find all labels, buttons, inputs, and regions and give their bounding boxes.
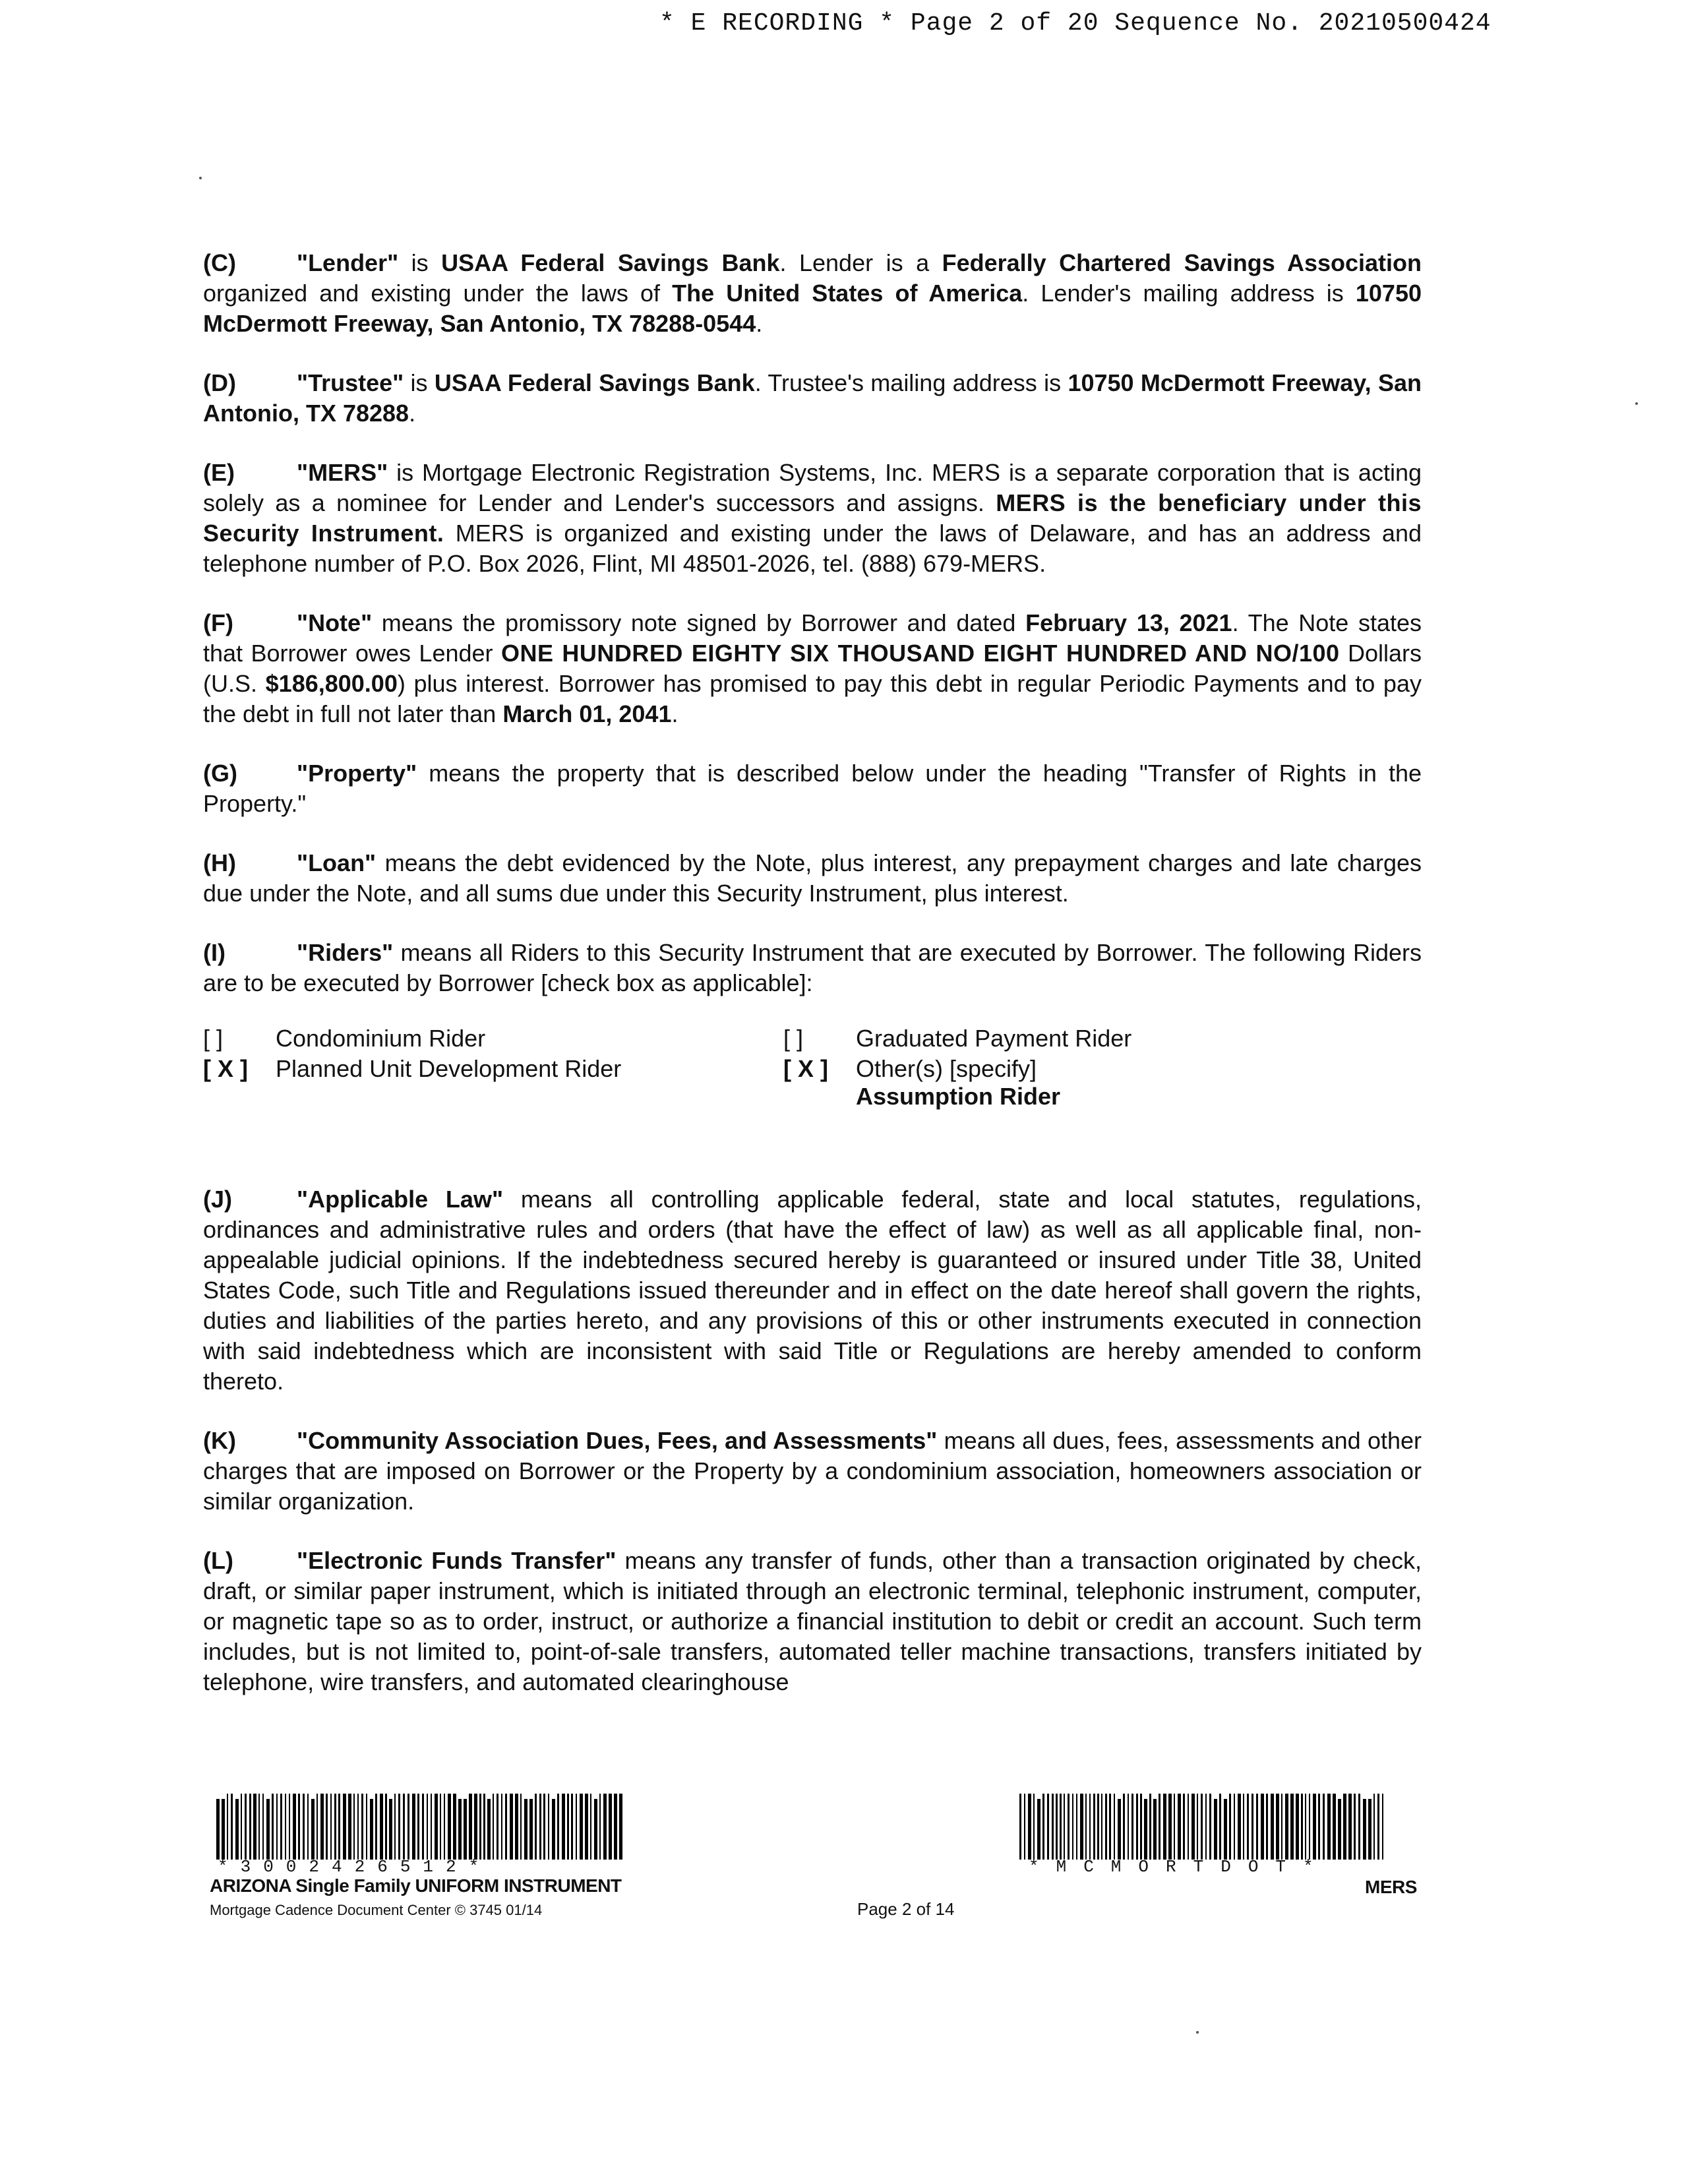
barcode-bar [1343,1794,1346,1860]
definition-loan: (H) "Loan" means the debt evidenced by the Note, plus interest, any prepayment charges and late charges due under the Note, and all sums due under this Security Instrument, plus interest. [203,849,1422,907]
barcode-bar [1068,1794,1070,1860]
barcode-bar [524,1799,528,1860]
barcode-bar [1363,1799,1366,1860]
barcode-bar [1318,1794,1320,1860]
barcode-bar [375,1794,377,1860]
barcode-bar [1019,1794,1021,1860]
barcode-bar [1281,1794,1282,1860]
barcode-bar [594,1799,597,1860]
barcode-bar [227,1794,228,1860]
barcode-bar [258,1794,260,1860]
barcode-bar [1052,1794,1054,1860]
barcode-bar [1214,1799,1217,1860]
barcode-bar [1358,1794,1360,1860]
barcode-bar [1131,1794,1133,1860]
barcode-bar [1276,1794,1279,1860]
barcode-bar [389,1799,392,1860]
footer-instrument: ARIZONA Single Family UNIFORM INSTRUMENT [210,1875,622,1896]
barcode-bar [1056,1794,1058,1860]
barcode-bar [1153,1799,1157,1860]
barcode-bar [552,1799,555,1860]
barcode-bar [505,1794,507,1860]
definition-lender: (C) "Lender" is USAA Federal Savings Bank. Lender is a Federally Chartered Savings Association organized and existing under the laws of The United States of America. Lender's mailing address is 10750 McDermott Freeway, San Antonio, TX 78288-0544. [203,249,1422,337]
barcode-bar [1109,1794,1111,1860]
barcode-bar [338,1794,340,1860]
riders-checklist [203,1025,1422,1124]
barcode-bar [285,1794,286,1860]
barcode-bar [1333,1794,1336,1860]
barcode-bar [307,1794,309,1860]
barcode-bar [1224,1799,1227,1860]
barcode-bar [539,1794,541,1860]
barcode-bar [1024,1794,1025,1860]
definition-riders: (I) "Riders" means all Riders to this Security Instrument that are executed by Borrower. The following Riders are to be executed by Borrower [check box as applicable]: [203,939,1422,996]
barcode-bar [370,1799,373,1860]
barcode-bar [493,1794,494,1860]
barcode-bar [280,1794,282,1860]
definition-note: (F) "Note" means the promissory note signed by Borrower and dated February 13, 2021. The Note states that Borrower owes Lender ONE HUNDRED EIGHTY SIX THOUSAND EIGHT HUNDRED AND NO/100 Dollars (U.S. $186,800.00) plus interest. Borrower has promised to pay this debt in regular Periodic Payments and to pay the debt in full not later than March 01, 2041. [203,609,1422,727]
barcode-left-digits: *3002426512* [218,1857,492,1877]
barcode-bar [1205,1794,1207,1860]
barcode-bar [1159,1794,1160,1860]
barcode-bar [334,1794,336,1860]
barcode-bar [487,1799,491,1860]
barcode-bar [1123,1794,1125,1860]
scan-speck [1196,2031,1199,2034]
barcode-bar [535,1794,537,1860]
rider-condominium: [ ] Condominium Rider [203,1025,486,1052]
barcode-bar [458,1799,462,1860]
barcode-bar [298,1794,300,1860]
barcode-bar [1047,1794,1049,1860]
barcode-bar [529,1799,533,1860]
barcode-bar [417,1794,419,1860]
barcode-bar [403,1794,405,1860]
barcode-bar [293,1794,296,1860]
barcode-bar [1354,1794,1356,1860]
barcode-bar [1028,1794,1031,1860]
barcode-bar [320,1794,324,1860]
barcode-bar [576,1794,577,1860]
scan-speck [199,177,202,179]
barcode-bar [380,1794,383,1860]
barcode-bar [311,1799,315,1860]
barcode-bar [1247,1794,1249,1860]
barcode-bar [412,1794,415,1860]
barcode-bar [1140,1794,1142,1860]
barcode-bar [448,1794,451,1860]
barcode-bar [366,1794,367,1860]
barcode-bar [272,1794,274,1860]
barcode-bar [474,1794,477,1860]
barcode-bar [1305,1794,1306,1860]
barcode-bar [603,1794,607,1860]
definition-trustee: (D) "Trustee" is USAA Federal Savings Bank. Trustee's mailing address is 10750 McDermott Freeway, San Antonio, TX 78288. [203,369,1422,427]
recording-header: * E RECORDING * Page 2 of 20 Sequence No. 20210500424 [659,9,1492,38]
barcode-bar [614,1794,617,1860]
barcode-bar [1234,1794,1235,1860]
barcode-bar [398,1794,400,1860]
barcode-bar [1323,1794,1325,1860]
barcode-bar [1209,1794,1211,1860]
barcode-bar [1348,1794,1352,1860]
barcode-bar [571,1794,573,1860]
checkbox-checked: [ X ] [783,1055,828,1082]
barcode-right [1019,1794,1408,1860]
barcode-bar [1033,1794,1035,1860]
rider-graduated-payment: [ ] Graduated Payment Rider [783,1025,1132,1052]
barcode-bar [245,1794,247,1860]
barcode-bar [1243,1794,1244,1860]
barcode-bar [1229,1794,1231,1860]
barcode-left-bars [216,1794,645,1860]
barcode-bar [1368,1799,1372,1860]
barcode-bar [1037,1799,1040,1860]
barcode-bar [1256,1794,1258,1860]
scan-speck [1635,402,1638,405]
barcode-bar [394,1794,396,1860]
barcode-bar [1373,1794,1375,1860]
barcode-bar [266,1799,270,1860]
barcode-bar [1060,1794,1062,1860]
barcode-bar [609,1794,612,1860]
barcode-bar [1338,1799,1341,1860]
barcode-bar [1266,1794,1268,1860]
barcode-bar [501,1794,502,1860]
barcode-bar [580,1794,583,1860]
barcode-bar [1174,1794,1175,1860]
barcode-bar [357,1794,359,1860]
barcode-bar [1144,1799,1147,1860]
barcode-bar [1290,1794,1294,1860]
barcode-bar [599,1794,601,1860]
definition-applicable-law: (J) "Applicable Law" means all controlling applicable federal, state and local statutes, regulations, ordinances and administrative rules and orders (that have the effect of law) as well as all applicable final, non-appealable judicial opinions. If the indebtedness secured hereby is guaranteed or insured under Title 38, United States Code, such Title and Regulations issued thereunder and in effect on the date hereof shall govern the rights, duties and liabilities of the parties hereto, and any provisions of this or other instruments executed in connection with said indebtedness which are inconsistent with said Title or Regulations are hereby amended to conform thereto. [203,1186,1422,1395]
barcode-bar [216,1799,220,1860]
barcode-bar [1163,1794,1166,1860]
barcode-bar [590,1794,591,1860]
barcode-bar [1382,1794,1383,1860]
barcode-bar [543,1794,545,1860]
barcode-bar [1101,1794,1102,1860]
barcode-bar [515,1794,518,1860]
barcode-bar [407,1794,409,1860]
barcode-bar [1251,1794,1253,1860]
barcode-bar [1301,1794,1303,1860]
document-body [203,248,1422,1726]
barcode-bar [435,1794,438,1860]
barcode-bar [316,1794,318,1860]
barcode-bar [469,1794,472,1860]
barcode-bar [385,1794,387,1860]
barcode-bar [348,1794,351,1860]
barcode-bar [1313,1794,1316,1860]
barcode-bar [222,1799,225,1860]
footer-mers: MERS [1365,1877,1417,1897]
barcode-bar [1178,1794,1181,1860]
barcode-bar [1183,1794,1185,1860]
checkbox-unchecked: [ ] [203,1025,224,1052]
footer-doc-center: Mortgage Cadence Document Center © 3745 01/14 [210,1902,543,1918]
barcode-bar [520,1794,522,1860]
barcode-bar [479,1794,481,1860]
barcode-bar [249,1794,251,1860]
barcode-bar [1149,1794,1151,1860]
barcode-left [216,1794,645,1860]
barcode-bar [1093,1794,1095,1860]
barcode-bar [1327,1794,1331,1860]
barcode-bar [330,1794,332,1860]
rider-other-specify: Assumption Rider [856,1083,1061,1110]
barcode-bar [422,1794,424,1860]
checkbox-unchecked: [ ] [783,1025,804,1052]
definition-electronic-funds-transfer: (L) "Electronic Funds Transfer" means any transfer of funds, other than a transaction originated by check, draft, or similar paper instrument, which is initiated through an electronic terminal, telephonic instrument, computer, or magnetic tape so as to order, instruct, or authorize a financial institution to debit or credit an account. Such term includes, but is not limited to, point-of-sale transfers, automated teller machine transactions, transfers initiated by telephone, wire transfers, and automated clearinghouse [203,1547,1422,1695]
barcode-bar [510,1794,513,1860]
barcode-bar [1271,1794,1274,1860]
definition-property: (G) "Property" means the property that is described below under the heading "Transfer of Rights in the Property." [203,760,1422,817]
barcode-bar [241,1794,242,1860]
barcode-bar [1238,1794,1241,1860]
barcode-bar [253,1794,256,1860]
barcode-bar [619,1794,622,1860]
barcode-bar [1201,1794,1203,1860]
definition-community-association: (K) "Community Association Dues, Fees, and Assessments" means all dues, fees, assessments and other charges that are imposed on Borrower or the Property by a condominium association, homeowners association or similar organization. [203,1427,1422,1515]
barcode-bar [303,1794,305,1860]
barcode-bar [276,1794,278,1860]
barcode-bar [231,1794,233,1860]
barcode-bar [289,1794,290,1860]
barcode-bar [1089,1794,1091,1860]
barcode-right-bars [1019,1794,1408,1860]
barcode-bar [1285,1794,1288,1860]
barcode-bar [585,1794,588,1860]
barcode-bar [262,1794,264,1860]
barcode-bar [562,1794,565,1860]
barcode-right-digits: *MCMORTDOT* [1029,1857,1331,1877]
barcode-bar [1309,1794,1310,1860]
footer-page-number: Page 2 of 14 [857,1899,955,1919]
barcode-bar [1064,1794,1065,1860]
barcode-bar [464,1799,467,1860]
barcode-bar [1105,1794,1107,1860]
barcode-bar [427,1794,428,1860]
barcode-bar [343,1794,346,1860]
barcode-bar [1261,1794,1264,1860]
barcode-bar [1219,1794,1221,1860]
barcode-bar [1118,1799,1121,1860]
barcode-bar [1085,1794,1087,1860]
barcode-bar [1080,1794,1083,1860]
barcode-bar [1191,1794,1195,1860]
barcode-bar [444,1794,445,1860]
barcode-bar [497,1794,498,1860]
barcode-bar [1197,1794,1198,1860]
barcode-bar [548,1794,549,1860]
barcode-bar [326,1794,328,1860]
barcode-bar [235,1799,239,1860]
barcode-bar [361,1794,363,1860]
barcode-bar [1188,1794,1189,1860]
barcode-bar [557,1794,559,1860]
barcode-bar [1168,1794,1172,1860]
barcode-bar [1072,1794,1073,1860]
barcode-bar [567,1794,569,1860]
barcode-bar [453,1794,456,1860]
barcode-bar [1128,1794,1129,1860]
checkbox-checked: [ X ] [203,1055,248,1082]
barcode-bar [353,1794,355,1860]
barcode-bar [1377,1794,1379,1860]
barcode-bar [431,1794,432,1860]
barcode-bar [440,1794,441,1860]
rider-planned-unit-development: [ X ] Planned Unit Development Rider [203,1055,622,1082]
barcode-bar [483,1794,485,1860]
barcode-bar [1042,1794,1044,1860]
barcode-bar [1114,1794,1115,1860]
barcode-bar [1296,1794,1299,1860]
barcode-bar [1136,1794,1138,1860]
rider-other: [ X ] Other(s) [specify] Assumption Rider [783,1055,1061,1110]
barcode-bar [1076,1794,1077,1860]
barcode-bar [1097,1794,1099,1860]
definition-mers: (E) "MERS" is Mortgage Electronic Registration Systems, Inc. MERS is a separate corporation that is acting solely as a nominee for Lender and Lender's successors and assigns. MERS is the beneficiary under this Security Instrument. MERS is organized and existing under the laws of Delaware, and has an address and telephone number of P.O. Box 2026, Flint, MI 48501-2026, tel. (888) 679-MERS. [203,459,1422,577]
